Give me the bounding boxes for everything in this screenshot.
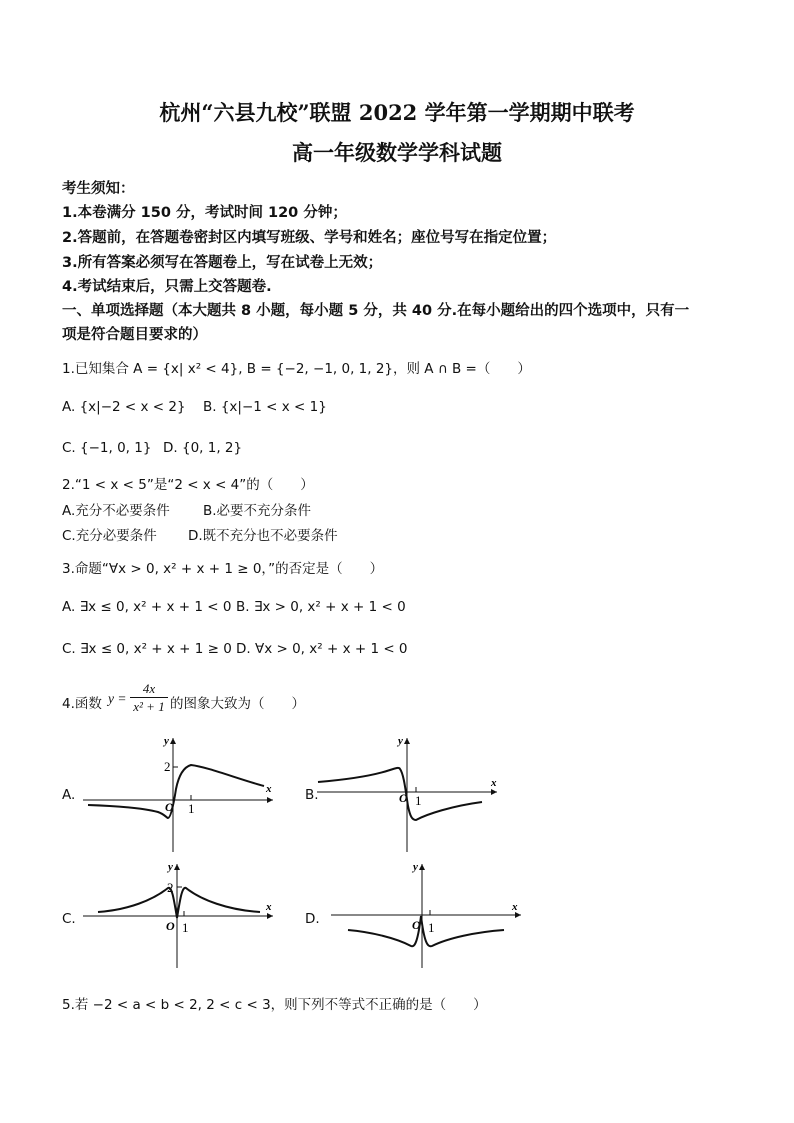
graph-b-x-label: x	[491, 777, 497, 789]
q4-fn-numerator: 4x	[142, 681, 156, 696]
q4-option-c-label: C.	[62, 911, 76, 927]
graph-c-x-label: x	[266, 901, 272, 913]
graph-a-two-label: 2	[164, 759, 171, 774]
q3-option-a: A. ∃x ≤ 0, x² + x + 1 < 0	[62, 599, 232, 615]
graph-c-two-label: 2	[167, 880, 174, 895]
q1-option-d: D. {0, 1, 2}	[163, 440, 243, 456]
q4-graph-b	[312, 734, 502, 854]
graph-b-origin-label: O	[399, 791, 408, 805]
q4-fraction	[130, 681, 168, 714]
graph-a-y-label: y	[164, 735, 169, 747]
q2-option-a: A.充分不必要条件	[62, 503, 170, 519]
graph-d-origin-label: O	[412, 918, 421, 932]
notice-item-4: 4.考试结束后，只需上交答题卷.	[62, 279, 272, 295]
graph-a-one-label: 1	[188, 801, 195, 816]
notice-item-1: 1.本卷满分 150 分，考试时间 120 分钟；	[62, 205, 347, 221]
graph-a-curve	[88, 765, 264, 818]
graph-d-curve	[348, 916, 504, 946]
graph-c-one-label: 1	[182, 920, 189, 935]
q1-option-c: C. {−1, 0, 1}	[62, 440, 152, 456]
notice-heading: 考生须知：	[62, 181, 135, 197]
q4-option-d-label: D.	[305, 911, 320, 927]
graph-c-curve	[98, 888, 260, 918]
q3-option-b: B. ∃x > 0, x² + x + 1 < 0	[236, 599, 406, 615]
q4-graph-d	[326, 860, 526, 970]
q2-stem: 2.“1 < x < 5”是“2 < x < 4”的（ ）	[62, 477, 314, 493]
q3-stem: 3.命题“∀x > 0, x² + x + 1 ≥ 0，”的否定是（ ）	[62, 561, 384, 577]
graph-d-one-label: 1	[428, 920, 435, 935]
graph-a-origin-label: O	[165, 800, 174, 814]
q2-option-c: C.充分必要条件	[62, 528, 157, 544]
graph-b-one-label: 1	[415, 793, 422, 808]
q4-fn-denominator: x² + 1	[133, 699, 165, 714]
q4-graph-a	[78, 734, 278, 854]
q3-option-c: C. ∃x ≤ 0, x² + x + 1 ≥ 0	[62, 641, 232, 657]
exam-subtitle: 高一年级数学学科试题	[292, 140, 502, 165]
graph-c-origin-label: O	[166, 919, 175, 933]
q1-option-a: A. {x|−2 < x < 2}	[62, 399, 186, 415]
q4-stem-prefix: 4.函数	[62, 696, 102, 712]
exam-title: 杭州“六县九校”联盟 2022 学年第一学期期中联考	[159, 100, 635, 125]
q1-stem: 1.已知集合 A = {x| x² < 4}, B = {−2, −1, 0, 1, 2}，则 A ∩ B =（ ）	[62, 361, 531, 377]
q4-graph-c	[78, 860, 278, 970]
graph-c-y-label: y	[168, 861, 173, 873]
graph-a-x-label: x	[266, 783, 272, 795]
graph-b-y-label: y	[398, 735, 403, 747]
q5-stem: 5.若 −2 < a < b < 2, 2 < c < 3，则下列不等式不正确的是（ ）	[62, 997, 487, 1013]
notice-item-3: 3.所有答案必须写在答题卷上，写在试卷上无效；	[62, 255, 383, 271]
q4-stem-suffix: 的图象大致为（ ）	[170, 696, 305, 712]
section-heading-line1: 一、单项选择题（本大题共 8 小题，每小题 5 分，共 40 分.在每小题给出的四个选项中，只有一	[62, 303, 690, 319]
q4-option-b-label: B.	[305, 787, 319, 803]
section-heading-line2: 项是符合题目要求的）	[62, 327, 207, 343]
fraction-bar	[130, 697, 168, 698]
q1-option-b: B. {x|−1 < x < 1}	[203, 399, 327, 415]
q4-fn-lhs: y =	[108, 691, 127, 706]
q2-option-b: B.必要不充分条件	[203, 503, 312, 519]
q3-option-d: D. ∀x > 0, x² + x + 1 < 0	[236, 641, 408, 657]
graph-d-x-label: x	[512, 901, 518, 913]
q2-option-d: D.既不充分也不必要条件	[188, 528, 338, 544]
notice-item-2: 2.答题前，在答题卷密封区内填写班级、学号和姓名；座位号写在指定位置；	[62, 230, 557, 246]
graph-d-y-label: y	[413, 861, 418, 873]
q4-option-a-label: A.	[62, 787, 76, 803]
